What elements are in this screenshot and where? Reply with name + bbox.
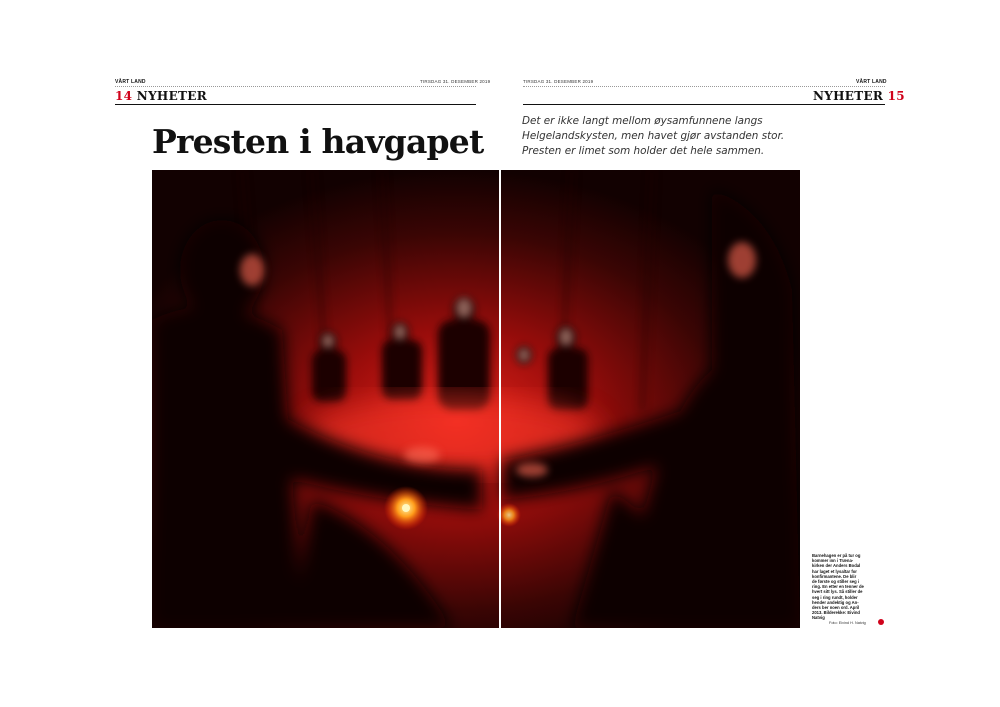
section-header-right: [813, 89, 905, 103]
photo-caption: [812, 553, 868, 621]
caption-line: hender andektig og An-: [812, 599, 859, 605]
caption-line: kirken der Anders Bodal: [812, 563, 861, 569]
lede-line: Det er ikke langt mellom øysamfunnene langs: [522, 115, 763, 127]
caption-line: hvert sitt lys. Så stiller de: [812, 589, 863, 595]
caption-line: de første og stiller seg i: [812, 579, 860, 585]
dotted-divider-right: [523, 86, 885, 87]
caption-line: ring. En etter en tenner de: [812, 584, 864, 590]
section-header-left: [115, 89, 207, 103]
header-rule-left: [115, 104, 476, 105]
photo-credit: Foto: Eivind H. Natvig: [829, 621, 866, 625]
photo-illustration: [152, 170, 800, 628]
caption-line: ders ber noen ord. April: [812, 605, 860, 611]
end-mark-icon: [878, 619, 884, 625]
header-rule-right: [523, 104, 885, 105]
dateline-right: TIRSDAG 31. DESEMBER 2019: [523, 79, 594, 84]
caption-line: Natvig: [812, 615, 825, 621]
page-number-left: 14: [115, 89, 133, 103]
article-lede: [522, 114, 802, 159]
dotted-divider-left: [115, 86, 476, 87]
masthead-left: VÅRT LAND: [115, 79, 146, 85]
article-headline: Presten i havgapet: [152, 122, 484, 161]
section-label-left: NYHETER: [136, 89, 207, 103]
page-number-right: 15: [887, 89, 905, 103]
article-photo: [152, 170, 800, 628]
caption-line: konfirmantene. De blir: [812, 573, 857, 579]
caption-line: seg i ring rundt, holder: [812, 594, 858, 600]
caption-line: Barnehagen er på tur og: [812, 553, 861, 558]
section-label-right: NYHETER: [813, 89, 884, 103]
lede-line: Presten er limet som holder det hele sammen.: [522, 145, 765, 157]
caption-line: 2013. Bilderekke: Eivind: [812, 610, 860, 616]
lede-line: Helgelandskysten, men havet gjør avstanden stor.: [522, 130, 785, 142]
dateline-left: TIRSDAG 31. DESEMBER 2019: [420, 79, 491, 84]
masthead-right: VÅRT LAND: [856, 79, 887, 85]
caption-line: kommer inn i Træna-: [812, 558, 854, 564]
caption-line: har laget et lysaltar for: [812, 568, 857, 574]
